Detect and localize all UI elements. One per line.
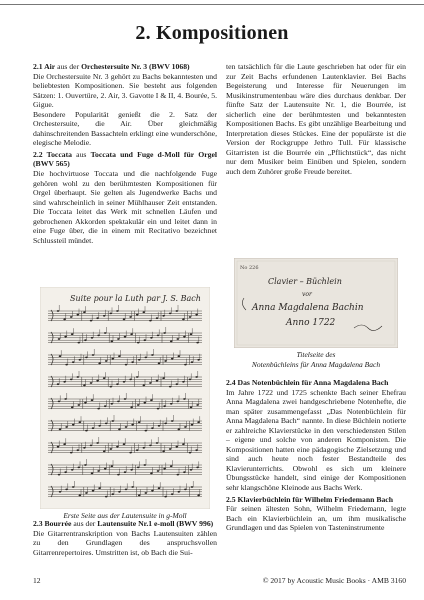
figure-right-caption-line-2: Notenbüchleins für Anna Magdalena Bach <box>251 359 381 369</box>
top-rule <box>0 4 424 5</box>
heading-2-3: 2.3 Bourrée aus der Lautensuite Nr.1 e-moll (BWV 996) <box>33 519 214 528</box>
svg-text:No 226: No 226 <box>240 265 259 271</box>
paragraph-2-3-continued: ten tatsächlich für die Laute geschrieben hat oder für ein zur Zeit Bachs erfundenen Lautenklavier. Bei Bachs Begeisterung und Interesse für Neuerungen im Musikinstrumentenbau wäre dies durchaus denkbar. Der fünfte Satz der Lautensuite Nr. 1, die Bourrée, ist sicherlich eine der berühmtesten und bekanntesten Kompositionen Bachs. Es gibt unzählige Bearbeitung und Interpretation dieses Stückes. Eine der populärste ist die Version der Rockgruppe Jethro Tull. Für klassische Gitarristen ist die Bourrée ein „Pflichtstück“, das nicht nur dem Musiker beim Einüben und Spielen, sondern auch dem Zuhörer große Freude bereitet. <box>226 62 406 177</box>
figure-lute-suite <box>33 287 217 521</box>
figure-right-caption-line-1: Titelseite des <box>296 350 336 359</box>
right-column-lower <box>226 378 406 533</box>
figure-notebook-title <box>226 258 406 369</box>
left-column-lower <box>33 519 217 557</box>
svg-text:Anna Magdalena Bachin: Anna Magdalena Bachin <box>252 303 364 313</box>
figure-right-caption <box>226 350 406 369</box>
heading-2-5: 2.5 Klavierbüchlein für Wilhelm Friedemann Bach <box>226 494 393 504</box>
paragraph-2-1-b: Besondere Popularität genießt die 2. Satz der Orchestersuite, die Air. Über gleichmäßig dahinschreitenden Bassachteln erklingt eine wunderschöne, elegische Melodie. <box>33 109 217 148</box>
paragraph-2-4: Im Jahre 1722 und 1725 schenkte Bach seiner Ehefrau Anna Magdalena zwei handgeschriebene Notenhefte, die man später zusammengefasst „Das Notenbüchlein für Anna Magdalena Bach“ nannte. In diese Büchlein notierte er zahlreiche Klavierstücke in den verschiedensten Stilen – eigene und solche von anderen Komponisten. Die Kompositionen hatten eine pädagogische Zielsetzung und sind auch heute noch fester Bestandteile des Klavierunterrichts. Obwohl es sich um kleinere Übungsstücke handelt, sind einige der Kompositionen sehr klangschöne Kleinode aus Bachs Werk. <box>226 387 406 493</box>
page-title: 2. Kompositionen <box>135 22 289 44</box>
figure-left-caption: Erste Seite aus der Lautensuite in g-Moll <box>63 511 187 520</box>
paragraph-2-3: Die Gitarrentranskription von Bachs Lautensuiten zählen zu den Grundlagen des anspruchsvollen Gitarrenrepertoires. Umstritten ist, ob Bach die Sui- <box>33 528 217 557</box>
paragraph-2-5: Für seinen ältesten Sohn, Wilhelm Friedemann, legte Bach ein Klavierbüchlein an, um ihm musikalische Grundlagen und das Spielen von Tasteninstrumente <box>226 504 406 533</box>
heading-2-1: 2.1 Air aus der Orchestersuite Nr. 3 (BWV 1068) <box>33 62 190 71</box>
svg-text:Suite pour la Luth par J. S. B: Suite pour la Luth par J. S. Bach <box>70 294 201 303</box>
svg-text:Clavier – Büchlein: Clavier – Büchlein <box>268 277 342 286</box>
paragraph-2-2: Die hochvirtuose Toccata und die nachfolgende Fuge gehören wohl zu den berühmtesten Kompositionen für Orgel überhaupt. Sie gelten als Jugendwerke Bachs und sind wahrscheinlich in seiner Mühlhauser Zeit entstanden. Die Toccata leitet das Werk mit schnellen Läufen und gebrochenen Akkorden spektakulär ein und leitet dann in eine Fuge über, die in einem mit Recitativo bezeichnet Schlussteil mündet. <box>33 169 217 245</box>
heading-2-4: 2.4 Das Notenbüchlein für Anna Magdalena Bach <box>226 378 389 387</box>
svg-text:vor: vor <box>302 291 312 298</box>
notebook-title-page-image <box>234 258 398 348</box>
right-column <box>226 62 406 177</box>
footer-copyright: © 2017 by Acoustic Music Books · AMB 3160 <box>262 576 406 585</box>
lute-suite-manuscript-image <box>40 287 210 509</box>
svg-text:Anno 1722: Anno 1722 <box>286 318 336 328</box>
left-column <box>33 62 217 245</box>
paragraph-2-1-a: Die Orchestersuite Nr. 3 gehört zu Bachs bekanntesten und beliebtesten Kompositionen. Sie besteht aus folgenden Sätzen: 1. Ouvertüre, 2. Air, 3. Gavotte I & II, 4. Bourée, 5. Gigue. <box>33 71 217 110</box>
page-number: 12 <box>33 576 41 585</box>
heading-2-2: 2.2 Toccata aus Toccata und Fuge d-Moll für Orgel (BWV 565) <box>33 149 217 169</box>
